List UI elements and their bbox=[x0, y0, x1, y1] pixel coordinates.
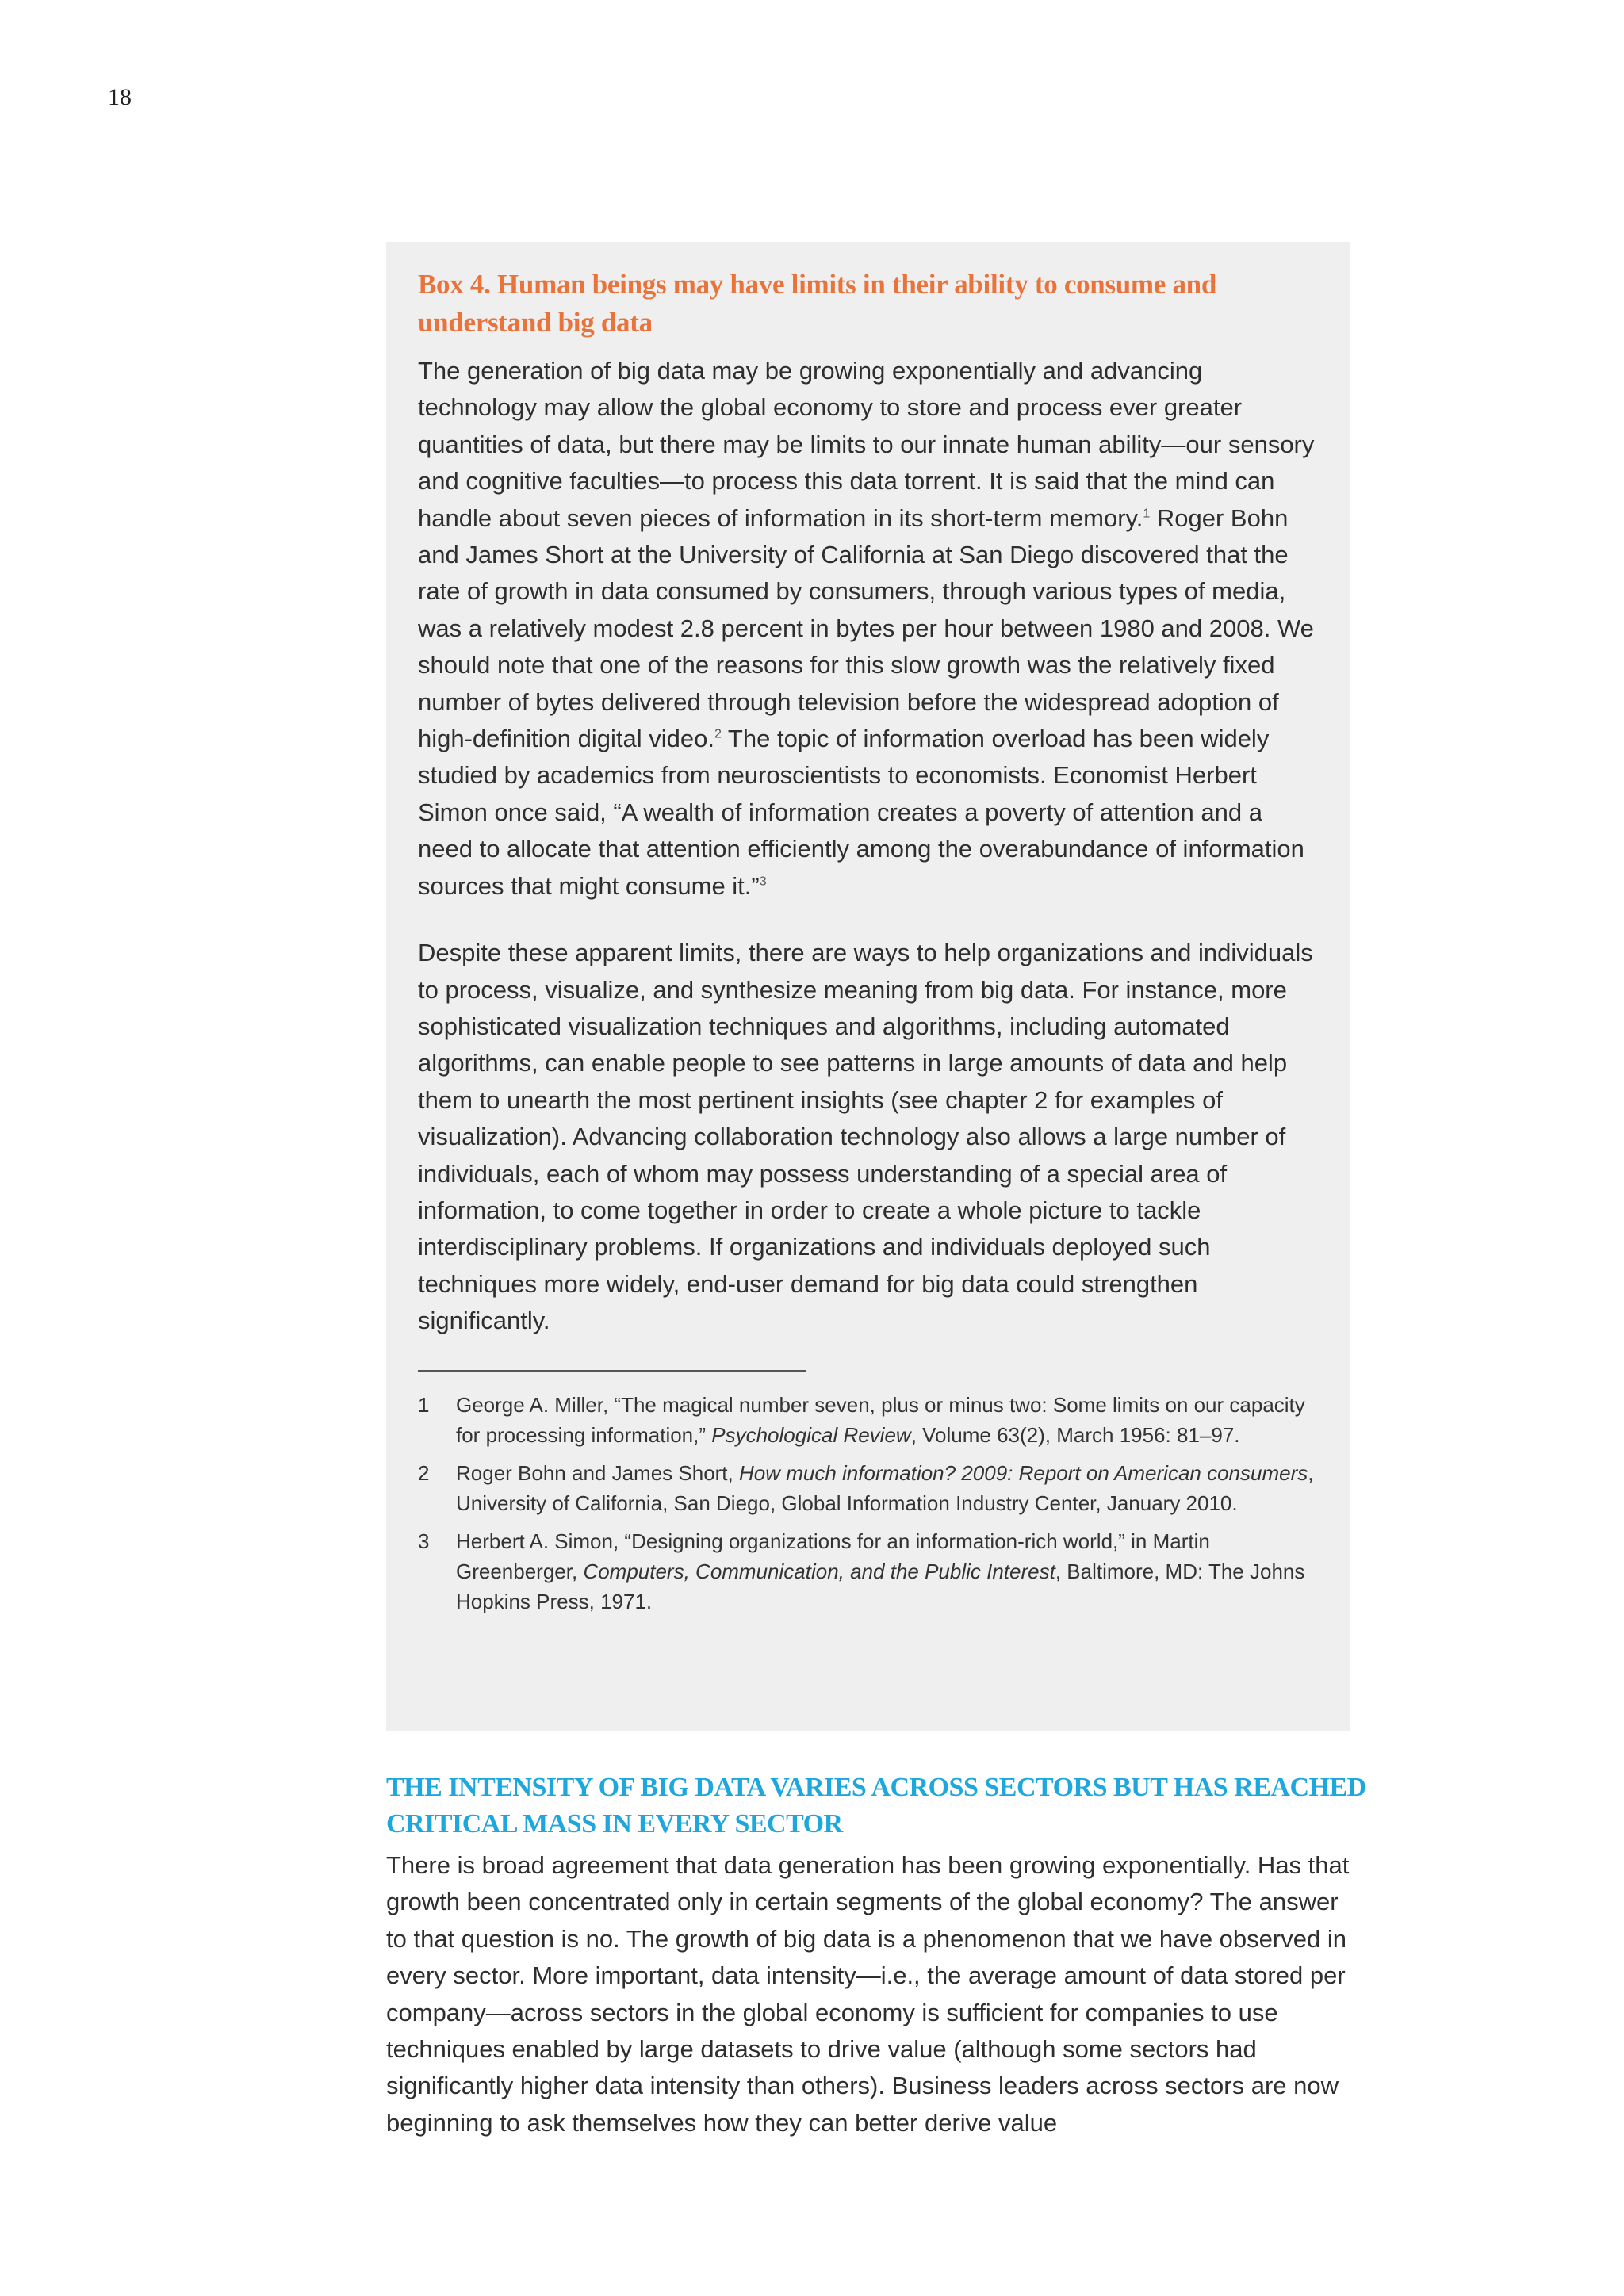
page-number: 18 bbox=[108, 84, 132, 110]
footnote-reference: 1 bbox=[1143, 507, 1151, 521]
footnote-text: Herbert A. Simon, “Designing organizations for an information-rich world,” in Martin Greenberger, Computers, Communication, and the Public Interest, Baltimore, MD: The Johns Hopkins Press, 1971. bbox=[456, 1529, 1305, 1613]
footnote-item bbox=[418, 1526, 1319, 1617]
footnote-item bbox=[418, 1390, 1319, 1450]
italic-title: How much information? 2009: Report on American consumers bbox=[738, 1460, 1308, 1485]
footnote-list bbox=[418, 1390, 1319, 1617]
footnote-reference: 2 bbox=[714, 727, 722, 741]
box-paragraph-1: The generation of big data may be growing exponentially and advancing technology may allow the global economy to store and process ever greater quantities of data, but there may be limits to our innate human ability—our sensory and cognitive faculties—to process this data torrent. It is said that the mind can handle about seven pieces of information in its short-term memory.$^1$ Roger Bohn and James Short at the University of California at San Diego discovered that the rate of growth in data consumed by consumers, through various types of media, was a relatively modest 2.8 percent in bytes per hour between 1980 and 2008. We should note that one of the reasons for this slow growth was the relatively fixed number of bytes delivered through television before the widespread adoption of high-definition digital video.$^2$ The topic of information overload has been widely studied by academics from neuroscientists to economists. Economist Herbert Simon once said, “A wealth of information creates a poverty of attention and a need to allocate that attention efficiently among the overabundance of information sources that might consume it.”$^3$ bbox=[418, 357, 1315, 900]
section bbox=[386, 1770, 1369, 2141]
box-title: Box 4. Human beings may have limits in their ability to consume and understand big data bbox=[418, 269, 1217, 338]
section-heading: THE INTENSITY OF BIG DATA VARIES ACROSS SECTORS BUT HAS REACHED CRITICAL MASS IN EVERY SECTOR bbox=[386, 1773, 1366, 1839]
italic-title: Psychological Review bbox=[711, 1422, 911, 1447]
footnote-divider bbox=[418, 1370, 806, 1372]
sidebar-box bbox=[386, 242, 1350, 1731]
section-paragraph: There is broad agreement that data generation has been growing exponentially. Has that growth been concentrated only in certain segments of the global economy? The answer to that question is no. The growth of big data is a phenomenon that we have observed in every sector. More important, data intensity—i.e., the average amount of data stored per company—across sectors in the global economy is sufficient for companies to use techniques enabled by large datasets to drive value (although some sectors had significantly higher data intensity than others). Business leaders across sectors are now beginning to ask themselves how they can better derive value bbox=[386, 1851, 1350, 2137]
footnote-number: 3 bbox=[418, 1529, 430, 1553]
italic-title: Computers, Communication, and the Public Interest bbox=[583, 1559, 1055, 1583]
footnote-reference: 3 bbox=[759, 874, 767, 889]
footnote-item bbox=[418, 1458, 1319, 1518]
box-paragraph-2: Despite these apparent limits, there are ways to help organizations and individuals to process, visualize, and synthesize meaning from big data. For instance, more sophisticated visualization techniques and algorithms, including automated algorithms, can enable people to see patterns in large amounts of data and help them to unearth the most pertinent insights (see chapter 2 for examples of visualization). Advancing collaboration technology also allows a large number of individuals, each of whom may possess understanding of a special area of information, to come together in order to create a whole picture to tackle interdisciplinary problems. If organizations and individuals deployed such techniques more widely, end-user demand for big data could strengthen significantly. bbox=[418, 939, 1313, 1335]
footnote-text: Roger Bohn and James Short, How much information? 2009: Report on American consumers, University of California, San Diego, Global Information Industry Center, January 2010. bbox=[456, 1460, 1314, 1515]
box-body bbox=[418, 353, 1319, 1340]
footnote-text: George A. Miller, “The magical number seven, plus or minus two: Some limits on our capacity for processing information,” Psychological Review, Volume 63(2), March 1956: 81–97. bbox=[456, 1392, 1305, 1447]
footnote-number: 1 bbox=[418, 1392, 430, 1417]
footnote-number: 2 bbox=[418, 1460, 430, 1485]
